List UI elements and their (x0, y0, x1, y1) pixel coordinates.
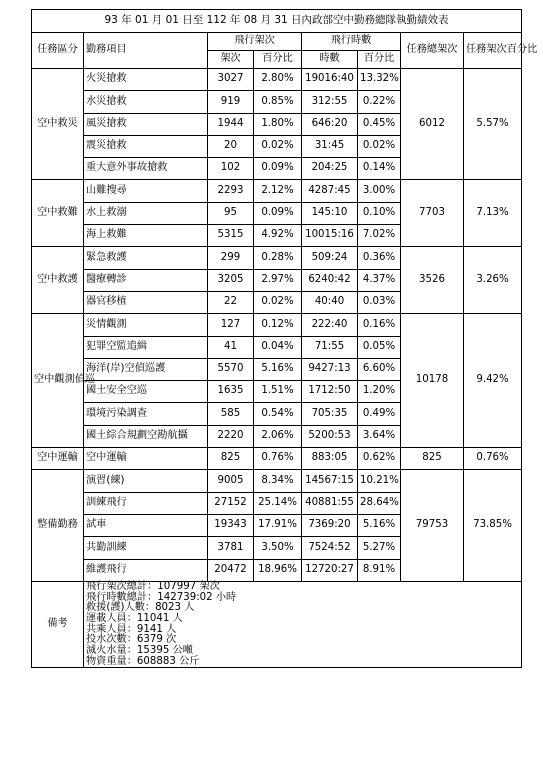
category-cell: 空中運輸 (32, 448, 84, 470)
header-flight-sorties: 飛行架次 (208, 33, 302, 51)
item-cell: 火災搶救 (84, 69, 208, 91)
total-sorties-cell: 825 (401, 448, 464, 470)
hours-percent-cell: 10.21% (358, 470, 401, 492)
sorties-cell: 2220 (208, 425, 254, 447)
hours-percent-cell: 0.49% (358, 403, 401, 425)
sorties-percent-cell: 0.09% (254, 202, 302, 224)
item-cell: 器官移植 (84, 291, 208, 313)
hours-percent-cell: 8.91% (358, 559, 401, 581)
header-hours-percent: 百分比 (358, 51, 401, 69)
hours-percent-cell: 13.32% (358, 69, 401, 91)
item-cell: 國土安全空巡 (84, 381, 208, 403)
remarks-line: 物資重量：608883 公斤 (86, 655, 200, 667)
sorties-percent-cell: 18.96% (254, 559, 302, 581)
header-flight-hours: 飛行時數 (302, 33, 401, 51)
header-sorties: 架次 (208, 51, 254, 69)
category-cell: 空中救災 (32, 69, 84, 180)
sorties-percent-cell: 0.09% (254, 158, 302, 180)
category-cell: 整備勤務 (32, 470, 84, 581)
sorties-cell: 5315 (208, 225, 254, 247)
hours-percent-cell: 0.16% (358, 314, 401, 336)
header-total-sorties: 任務總架次 (401, 33, 464, 69)
item-cell: 維護飛行 (84, 559, 208, 581)
hours-percent-cell: 0.45% (358, 113, 401, 135)
hours-cell: 509:24 (302, 247, 358, 269)
item-cell: 水上救溺 (84, 202, 208, 224)
total-sorties-cell: 3526 (401, 247, 464, 314)
sorties-percent-cell: 1.51% (254, 381, 302, 403)
category-cell: 空中救護 (32, 247, 84, 314)
hours-cell: 145:10 (302, 202, 358, 224)
hours-cell: 40881:55 (302, 492, 358, 514)
hours-cell: 9427:13 (302, 358, 358, 380)
item-cell: 共勤訓練 (84, 537, 208, 559)
sorties-cell: 41 (208, 336, 254, 358)
hours-cell: 7369:20 (302, 514, 358, 536)
hours-cell: 204:25 (302, 158, 358, 180)
sorties-percent-cell: 5.16% (254, 358, 302, 380)
item-cell: 環境污染調查 (84, 403, 208, 425)
item-cell: 試車 (84, 514, 208, 536)
hours-percent-cell: 0.03% (358, 291, 401, 313)
remarks-line: 共乘人員：9141 人 (86, 623, 177, 635)
sorties-cell: 2293 (208, 180, 254, 202)
hours-cell: 312:55 (302, 91, 358, 113)
sorties-cell: 20472 (208, 559, 254, 581)
item-cell: 震災搶救 (84, 135, 208, 157)
sorties-percent-cell: 8.34% (254, 470, 302, 492)
sorties-percent-cell: 4.92% (254, 225, 302, 247)
sorties-cell: 3027 (208, 69, 254, 91)
sorties-cell: 20 (208, 135, 254, 157)
item-cell: 犯罪空監追緝 (84, 336, 208, 358)
sorties-cell: 299 (208, 247, 254, 269)
table-row (32, 69, 522, 91)
sorties-percent-cell: 2.97% (254, 269, 302, 291)
hours-cell: 7524:52 (302, 537, 358, 559)
hours-percent-cell: 0.22% (358, 91, 401, 113)
hours-percent-cell: 0.10% (358, 202, 401, 224)
hours-cell: 31:45 (302, 135, 358, 157)
table-row (32, 314, 522, 336)
hours-percent-cell: 0.36% (358, 247, 401, 269)
total-percent-cell: 3.26% (464, 247, 522, 314)
sorties-percent-cell: 2.80% (254, 69, 302, 91)
item-cell: 水災搶救 (84, 91, 208, 113)
total-percent-cell: 9.42% (464, 314, 522, 448)
total-sorties-cell: 7703 (401, 180, 464, 247)
sorties-percent-cell: 0.02% (254, 135, 302, 157)
sorties-cell: 585 (208, 403, 254, 425)
sorties-percent-cell: 0.28% (254, 247, 302, 269)
hours-percent-cell: 3.64% (358, 425, 401, 447)
remarks-label: 備考 (32, 581, 84, 668)
hours-percent-cell: 1.20% (358, 381, 401, 403)
table-title: 93 年 01 月 01 日至 112 年 08 月 31 日內政部空中勤務總隊執勤績效表 (32, 10, 522, 33)
sorties-cell: 1635 (208, 381, 254, 403)
sorties-percent-cell: 2.12% (254, 180, 302, 202)
total-percent-cell: 7.13% (464, 180, 522, 247)
total-sorties-cell: 79753 (401, 470, 464, 581)
item-cell: 山難搜尋 (84, 180, 208, 202)
remarks-line: 投水次數：6379 次 (86, 634, 177, 646)
hours-percent-cell: 0.62% (358, 448, 401, 470)
sorties-percent-cell: 2.06% (254, 425, 302, 447)
hours-cell: 40:40 (302, 291, 358, 313)
item-cell: 重大意外事故搶救 (84, 158, 208, 180)
sorties-percent-cell: 17.91% (254, 514, 302, 536)
performance-table (31, 9, 538, 668)
hours-percent-cell: 0.14% (358, 158, 401, 180)
sorties-percent-cell: 3.50% (254, 537, 302, 559)
hours-percent-cell: 0.02% (358, 135, 401, 157)
sorties-cell: 3205 (208, 269, 254, 291)
sorties-cell: 1944 (208, 113, 254, 135)
header-item: 勤務項目 (84, 33, 208, 69)
sorties-cell: 102 (208, 158, 254, 180)
item-cell: 演習(練) (84, 470, 208, 492)
sorties-percent-cell: 0.04% (254, 336, 302, 358)
header-category: 任務區分 (32, 33, 84, 69)
hours-cell: 5200:53 (302, 425, 358, 447)
item-cell: 訓練飛行 (84, 492, 208, 514)
total-percent-cell: 0.76% (464, 448, 522, 470)
sorties-percent-cell: 0.85% (254, 91, 302, 113)
sorties-cell: 22 (208, 291, 254, 313)
table-row (32, 247, 522, 269)
hours-percent-cell: 0.05% (358, 336, 401, 358)
sorties-percent-cell: 0.12% (254, 314, 302, 336)
sorties-percent-cell: 0.54% (254, 403, 302, 425)
hours-cell: 705:35 (302, 403, 358, 425)
sorties-cell: 9005 (208, 470, 254, 492)
hours-percent-cell: 3.00% (358, 180, 401, 202)
sorties-cell: 919 (208, 91, 254, 113)
header-total-percent: 任務架次百分比 (464, 33, 522, 69)
hours-cell: 71:55 (302, 336, 358, 358)
sorties-cell: 19343 (208, 514, 254, 536)
item-cell: 海上救難 (84, 225, 208, 247)
hours-cell: 14567:15 (302, 470, 358, 492)
header-hours: 時數 (302, 51, 358, 69)
title-row (32, 10, 522, 33)
remarks-line: 滅火水量：15395 公噸 (86, 645, 193, 657)
hours-percent-cell: 5.16% (358, 514, 401, 536)
total-sorties-cell: 6012 (401, 69, 464, 180)
hours-percent-cell: 5.27% (358, 537, 401, 559)
hours-cell: 4287:45 (302, 180, 358, 202)
total-sorties-cell: 10178 (401, 314, 464, 448)
remarks-line: 飛行時數總計：142739:02 小時 (86, 591, 237, 603)
remarks-row (32, 581, 522, 668)
item-cell: 災情觀測 (84, 314, 208, 336)
category-cell: 空中觀測偵巡 (32, 314, 84, 448)
sorties-percent-cell: 25.14% (254, 492, 302, 514)
sorties-percent-cell: 0.76% (254, 448, 302, 470)
hours-cell: 12720:27 (302, 559, 358, 581)
remarks-line: 救援(護)人數：8023 人 (86, 602, 195, 614)
hours-cell: 222:40 (302, 314, 358, 336)
table-row (32, 470, 522, 492)
total-percent-cell: 5.57% (464, 69, 522, 180)
item-cell: 風災搶救 (84, 113, 208, 135)
header-sorties-percent: 百分比 (254, 51, 302, 69)
item-cell: 醫療轉診 (84, 269, 208, 291)
sorties-cell: 825 (208, 448, 254, 470)
item-cell: 國土綜合規劃空勘航攝 (84, 425, 208, 447)
hours-percent-cell: 28.64% (358, 492, 401, 514)
hours-percent-cell: 6.60% (358, 358, 401, 380)
hours-percent-cell: 4.37% (358, 269, 401, 291)
hours-cell: 883:05 (302, 448, 358, 470)
item-cell: 緊急救護 (84, 247, 208, 269)
sorties-cell: 3781 (208, 537, 254, 559)
total-percent-cell: 73.85% (464, 470, 522, 581)
item-cell: 海洋(岸)空偵巡護 (84, 358, 208, 380)
sorties-percent-cell: 0.02% (254, 291, 302, 313)
sorties-cell: 27152 (208, 492, 254, 514)
table-row (32, 180, 522, 202)
hours-cell: 646:20 (302, 113, 358, 135)
sorties-cell: 95 (208, 202, 254, 224)
hours-cell: 1712:50 (302, 381, 358, 403)
remarks-line: 飛行架次總計：107997 架次 (86, 580, 220, 592)
hours-cell: 10015:16 (302, 225, 358, 247)
sorties-cell: 127 (208, 314, 254, 336)
remarks-line: 運載人員：11041 人 (86, 612, 183, 624)
sorties-cell: 5570 (208, 358, 254, 380)
hours-cell: 6240:42 (302, 269, 358, 291)
table-row (32, 448, 522, 470)
hours-percent-cell: 7.02% (358, 225, 401, 247)
hours-cell: 19016:40 (302, 69, 358, 91)
header-row-1 (32, 33, 522, 51)
remarks-content (84, 581, 522, 668)
category-cell: 空中救難 (32, 180, 84, 247)
item-cell: 空中運輸 (84, 448, 208, 470)
sorties-percent-cell: 1.80% (254, 113, 302, 135)
